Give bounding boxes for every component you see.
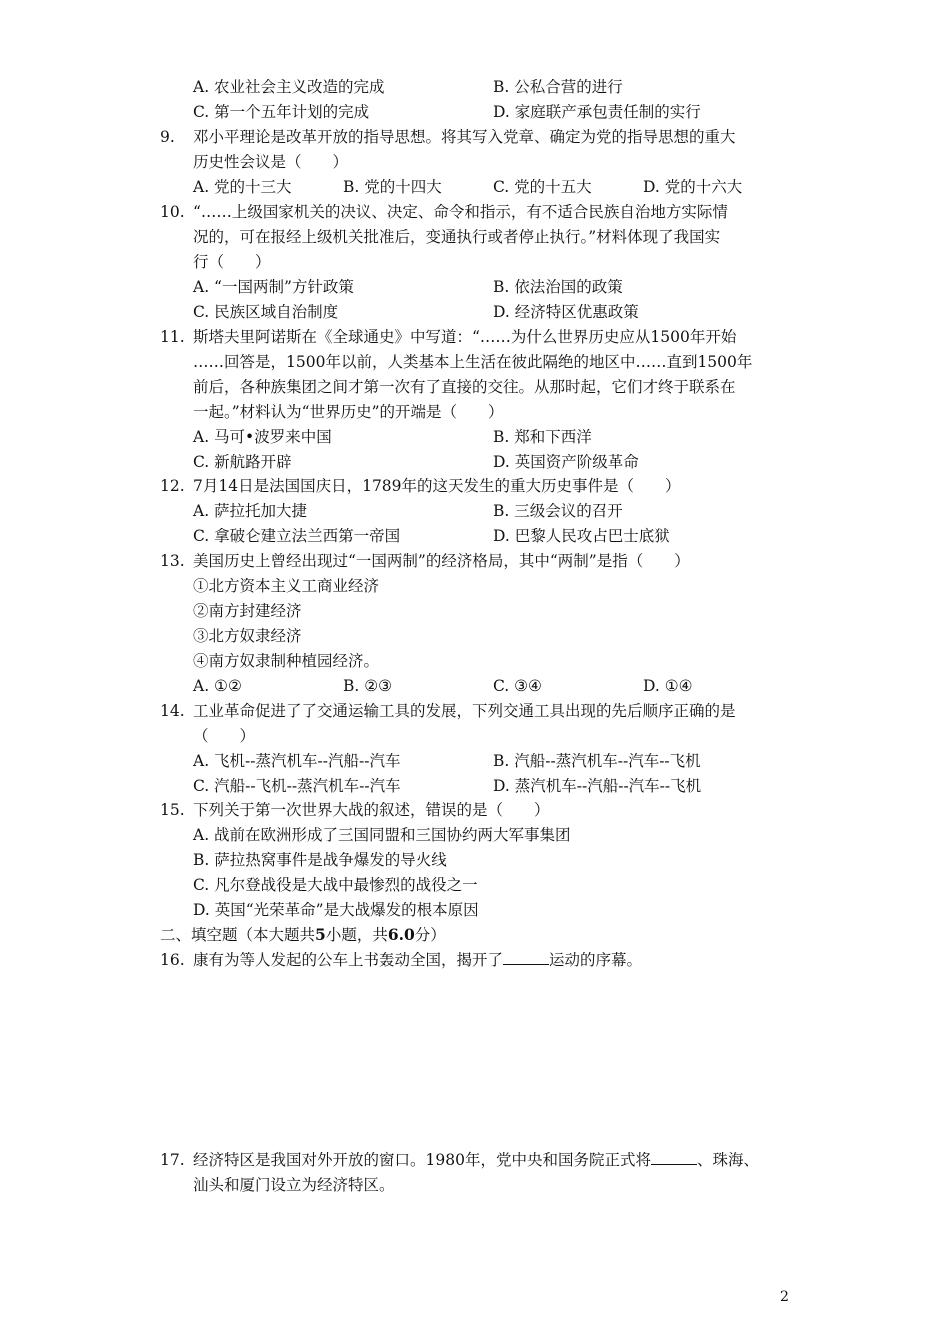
q10-number: 10.	[160, 203, 185, 221]
q8-option-a: A. 农业社会主义改造的完成	[193, 78, 385, 96]
q13-option-c: C. ③④	[493, 677, 542, 695]
page-number: 2	[780, 1289, 789, 1305]
q15-stem-line: 下列关于第一次世界大战的叙述，错误的是（ ）	[193, 801, 550, 819]
q15-option-b: B. 萨拉热窝事件是战争爆发的导火线	[193, 851, 447, 869]
q11-stem-line: 斯塔夫里阿诺斯在《全球通史》中写道：“……为什么世界历史应从1500年开始	[193, 328, 737, 346]
q13-number: 13.	[160, 552, 185, 570]
q17-answer-blank[interactable]	[651, 1150, 697, 1165]
q14-number: 14.	[160, 702, 185, 720]
q13-item: ②南方封建经济	[193, 602, 302, 620]
q10-option-a: A. “一国两制”方针政策	[193, 278, 354, 296]
q9-number: 9.	[160, 128, 175, 146]
section-2-count: 5	[315, 925, 326, 944]
q8-option-d: D. 家庭联产承包责任制的实行	[493, 103, 701, 121]
q15-option-d: D. 英国“光荣革命”是大战爆发的根本原因	[193, 901, 479, 919]
q14-option-d: D. 蒸汽机车--汽船--汽车--飞机	[493, 777, 702, 795]
q11-stem-line: ……回答是，1500年以前，人类基本上生活在彼此隔绝的地区中……直到1500年	[193, 353, 753, 371]
q11-stem-line: 前后，各种族集团之间才第一次有了直接的交往。从那时起，它们才终于联系在	[193, 378, 736, 396]
q15-option-a: A. 战前在欧洲形成了三国同盟和三国协约两大军事集团	[193, 826, 571, 844]
q8-option-b: B. 公私合营的进行	[493, 78, 623, 96]
q9-option-c: C. 党的十五大	[493, 178, 592, 196]
section-2-score: 6.0	[387, 925, 415, 944]
q12-option-c: C. 拿破仑建立法兰西第一帝国	[193, 527, 401, 545]
q17-text	[193, 1150, 759, 1170]
q11-option-c: C. 新航路开辟	[193, 453, 292, 471]
q13-option-a: A. ①②	[193, 677, 242, 695]
section-2-title-part: 二、填空题（本大题共	[160, 926, 316, 944]
q16-text-part: 康有为等人发起的公车上书轰动全国，揭开了	[193, 951, 504, 969]
q9-stem-line: 历史性会议是（ ）	[193, 153, 349, 171]
q9-option-a: A. 党的十三大	[193, 178, 292, 196]
q14-stem-line: （ ）	[193, 727, 256, 745]
q16-number: 16.	[160, 951, 185, 969]
q13-option-d: D. ①④	[643, 677, 693, 695]
section-2-title-part: 小题，共	[325, 926, 388, 944]
q10-stem-line: “……上级国家机关的决议、决定、命令和指示，有不适合民族自治地方实际情	[193, 203, 728, 221]
q9-stem-line: 邓小平理论是改革开放的指导思想。将其写入党章、确定为党的指导思想的重大	[193, 128, 736, 146]
q14-option-a: A. 飞机--蒸汽机车--汽船--汽车	[193, 752, 401, 770]
q12-option-a: A. 萨拉托加大捷	[193, 502, 308, 520]
q9-option-b: B. 党的十四大	[343, 178, 442, 196]
q14-option-b: B. 汽船--蒸汽机车--汽车--飞机	[493, 752, 701, 770]
q16-text-part: 运动的序幕。	[549, 951, 643, 969]
q16-answer-blank[interactable]	[503, 950, 549, 965]
q16-text	[193, 950, 642, 970]
q11-option-b: B. 郑和下西洋	[493, 428, 592, 446]
q17-text-part: 、珠海、	[696, 1151, 759, 1169]
q15-option-c: C. 凡尔登战役是大战中最惨烈的战役之一	[193, 876, 478, 894]
q13-stem-line: 美国历史上曾经出现过“一国两制”的经济格局，其中“两制”是指（ ）	[193, 552, 690, 570]
q10-stem-line: 况的，可在报经上级机关批准后，变通执行或者停止执行。”材料体现了我国实	[193, 228, 721, 246]
q14-stem-line: 工业革命促进了了交通运输工具的发展，下列交通工具出现的先后顺序正确的是	[193, 702, 736, 720]
q17-number: 17.	[160, 1151, 185, 1169]
q10-option-b: B. 依法治国的政策	[493, 278, 623, 296]
q13-item: ③北方奴隶经济	[193, 627, 302, 645]
q13-item: ①北方资本主义工商业经济	[193, 577, 380, 595]
q10-option-c: C. 民族区域自治制度	[193, 303, 339, 321]
q17-text-line2: 汕头和厦门设立为经济特区。	[193, 1176, 395, 1194]
q14-option-c: C. 汽船--飞机--蒸汽机车--汽车	[193, 777, 401, 795]
q9-option-d: D. 党的十六大	[643, 178, 743, 196]
q8-option-c: C. 第一个五年计划的完成	[193, 103, 370, 121]
section-2-title-part: 分）	[414, 926, 446, 944]
q11-option-a: A. 马可•波罗来中国	[193, 428, 332, 446]
q12-option-d: D. 巴黎人民攻占巴士底狱	[493, 527, 670, 545]
q12-stem-line: 7月14日是法国国庆日，1789年的这天发生的重大历史事件是（ ）	[193, 477, 681, 495]
q10-stem-line: 行（ ）	[193, 253, 271, 271]
q17-text-part: 经济特区是我国对外开放的窗口。1980年，党中央和国务院正式将	[193, 1151, 651, 1169]
q12-option-b: B. 三级会议的召开	[493, 502, 623, 520]
section-2-title	[160, 925, 446, 945]
q11-option-d: D. 英国资产阶级革命	[493, 453, 639, 471]
q13-option-b: B. ②③	[343, 677, 393, 695]
q15-number: 15.	[160, 801, 185, 819]
q11-number: 11.	[160, 328, 185, 346]
q10-option-d: D. 经济特区优惠政策	[493, 303, 639, 321]
q12-number: 12.	[160, 477, 185, 495]
q13-item: ④南方奴隶制种植园经济。	[193, 652, 380, 670]
q11-stem-line: 一起。”材料认为“世界历史”的开端是（ ）	[193, 403, 504, 421]
